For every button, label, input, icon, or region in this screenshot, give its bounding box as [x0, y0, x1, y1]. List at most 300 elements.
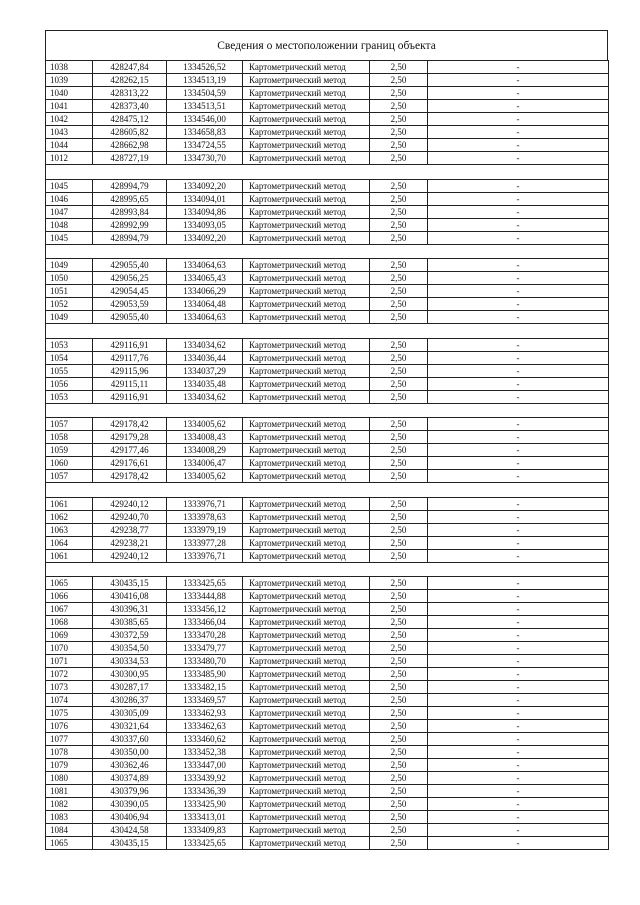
coord-y-cell: 1334064,63	[167, 311, 243, 324]
accuracy-cell: 2,50	[370, 785, 428, 798]
coord-y-cell: 1333444,88	[167, 590, 243, 603]
group-separator-row	[46, 483, 609, 498]
method-cell: Картометрический метод	[243, 720, 370, 733]
note-cell: -	[428, 470, 609, 483]
accuracy-cell: 2,50	[370, 351, 428, 364]
group-separator-cell	[46, 483, 609, 498]
coord-x-cell: 429178,42	[93, 418, 167, 431]
note-cell: -	[428, 100, 609, 113]
coord-y-cell: 1333979,19	[167, 523, 243, 536]
method-cell: Картометрический метод	[243, 179, 370, 192]
table-row	[46, 431, 609, 444]
coord-x-cell: 429115,11	[93, 377, 167, 390]
coord-x-cell: 428662,98	[93, 139, 167, 152]
note-cell: -	[428, 74, 609, 87]
point-number-cell: 1050	[46, 272, 93, 285]
coord-y-cell: 1333480,70	[167, 655, 243, 668]
note-cell: -	[428, 364, 609, 377]
coord-y-cell: 1334092,20	[167, 231, 243, 244]
table-row	[46, 694, 609, 707]
point-number-cell: 1076	[46, 720, 93, 733]
coord-x-cell: 430379,96	[93, 785, 167, 798]
point-number-cell: 1046	[46, 192, 93, 205]
coord-y-cell: 1334005,62	[167, 470, 243, 483]
method-cell: Картометрический метод	[243, 603, 370, 616]
coordinates-table	[45, 60, 609, 850]
method-cell: Картометрический метод	[243, 272, 370, 285]
coord-x-cell: 429116,91	[93, 338, 167, 351]
accuracy-cell: 2,50	[370, 338, 428, 351]
accuracy-cell: 2,50	[370, 497, 428, 510]
method-cell: Картометрический метод	[243, 590, 370, 603]
table-row	[46, 837, 609, 850]
accuracy-cell: 2,50	[370, 139, 428, 152]
coord-x-cell: 429238,21	[93, 536, 167, 549]
coord-x-cell: 429179,28	[93, 431, 167, 444]
table-row	[46, 259, 609, 272]
point-number-cell: 1044	[46, 139, 93, 152]
point-number-cell: 1012	[46, 152, 93, 165]
note-cell: -	[428, 629, 609, 642]
accuracy-cell: 2,50	[370, 218, 428, 231]
coord-y-cell: 1333425,65	[167, 837, 243, 850]
coord-x-cell: 428262,15	[93, 74, 167, 87]
note-cell: -	[428, 192, 609, 205]
point-number-cell: 1066	[46, 590, 93, 603]
coord-x-cell: 428992,99	[93, 218, 167, 231]
coord-x-cell: 430362,46	[93, 759, 167, 772]
table-row	[46, 285, 609, 298]
method-cell: Картометрический метод	[243, 510, 370, 523]
table-row	[46, 759, 609, 772]
method-cell: Картометрический метод	[243, 694, 370, 707]
coord-y-cell: 1333436,39	[167, 785, 243, 798]
table-row	[46, 655, 609, 668]
note-cell: -	[428, 298, 609, 311]
method-cell: Картометрический метод	[243, 523, 370, 536]
point-number-cell: 1039	[46, 74, 93, 87]
coord-x-cell: 430350,00	[93, 746, 167, 759]
point-number-cell: 1068	[46, 616, 93, 629]
document-title: Сведения о местоположении границ объекта	[45, 30, 608, 60]
point-number-cell: 1056	[46, 377, 93, 390]
coord-y-cell: 1334006,47	[167, 457, 243, 470]
table-row	[46, 444, 609, 457]
table-row	[46, 74, 609, 87]
method-cell: Картометрический метод	[243, 126, 370, 139]
coord-x-cell: 429240,70	[93, 510, 167, 523]
coord-y-cell: 1333439,92	[167, 772, 243, 785]
accuracy-cell: 2,50	[370, 629, 428, 642]
point-number-cell: 1070	[46, 642, 93, 655]
point-number-cell: 1083	[46, 811, 93, 824]
accuracy-cell: 2,50	[370, 390, 428, 403]
coord-x-cell: 430372,59	[93, 629, 167, 642]
accuracy-cell: 2,50	[370, 364, 428, 377]
accuracy-cell: 2,50	[370, 179, 428, 192]
accuracy-cell: 2,50	[370, 74, 428, 87]
point-number-cell: 1051	[46, 285, 93, 298]
point-number-cell: 1067	[46, 603, 93, 616]
point-number-cell: 1065	[46, 837, 93, 850]
table-row	[46, 536, 609, 549]
method-cell: Картометрический метод	[243, 351, 370, 364]
note-cell: -	[428, 231, 609, 244]
point-number-cell: 1042	[46, 113, 93, 126]
method-cell: Картометрический метод	[243, 418, 370, 431]
table-row	[46, 824, 609, 837]
method-cell: Картометрический метод	[243, 746, 370, 759]
coord-x-cell: 429115,96	[93, 364, 167, 377]
point-number-cell: 1072	[46, 668, 93, 681]
method-cell: Картометрический метод	[243, 152, 370, 165]
point-number-cell: 1055	[46, 364, 93, 377]
method-cell: Картометрический метод	[243, 811, 370, 824]
table-row	[46, 364, 609, 377]
accuracy-cell: 2,50	[370, 642, 428, 655]
accuracy-cell: 2,50	[370, 720, 428, 733]
coord-y-cell: 1333485,90	[167, 668, 243, 681]
coord-y-cell: 1333977,28	[167, 536, 243, 549]
coord-y-cell: 1334036,44	[167, 351, 243, 364]
accuracy-cell: 2,50	[370, 681, 428, 694]
coord-x-cell: 429055,40	[93, 259, 167, 272]
method-cell: Картометрический метод	[243, 338, 370, 351]
coord-x-cell: 430354,50	[93, 642, 167, 655]
method-cell: Картометрический метод	[243, 497, 370, 510]
coord-x-cell: 429053,59	[93, 298, 167, 311]
coord-x-cell: 428475,12	[93, 113, 167, 126]
method-cell: Картометрический метод	[243, 577, 370, 590]
note-cell: -	[428, 603, 609, 616]
coord-x-cell: 430286,37	[93, 694, 167, 707]
coord-x-cell: 429238,77	[93, 523, 167, 536]
coord-x-cell: 430396,31	[93, 603, 167, 616]
method-cell: Картометрический метод	[243, 733, 370, 746]
note-cell: -	[428, 285, 609, 298]
table-row	[46, 311, 609, 324]
group-separator-row	[46, 562, 609, 577]
coord-y-cell: 1333976,71	[167, 549, 243, 562]
method-cell: Картометрический метод	[243, 61, 370, 74]
note-cell: -	[428, 338, 609, 351]
point-number-cell: 1040	[46, 87, 93, 100]
method-cell: Картометрический метод	[243, 549, 370, 562]
table-row	[46, 733, 609, 746]
coord-y-cell: 1333462,63	[167, 720, 243, 733]
coord-x-cell: 429054,45	[93, 285, 167, 298]
method-cell: Картометрический метод	[243, 377, 370, 390]
coord-y-cell: 1334064,63	[167, 259, 243, 272]
group-separator-row	[46, 165, 609, 180]
coord-y-cell: 1334504,59	[167, 87, 243, 100]
note-cell: -	[428, 61, 609, 74]
point-number-cell: 1045	[46, 179, 93, 192]
table-row	[46, 338, 609, 351]
coord-x-cell: 429116,91	[93, 390, 167, 403]
table-row	[46, 772, 609, 785]
method-cell: Картометрический метод	[243, 681, 370, 694]
table-row	[46, 603, 609, 616]
coord-y-cell: 1334066,29	[167, 285, 243, 298]
coord-x-cell: 429176,61	[93, 457, 167, 470]
point-number-cell: 1058	[46, 431, 93, 444]
accuracy-cell: 2,50	[370, 837, 428, 850]
accuracy-cell: 2,50	[370, 590, 428, 603]
note-cell: -	[428, 390, 609, 403]
note-cell: -	[428, 798, 609, 811]
note-cell: -	[428, 218, 609, 231]
accuracy-cell: 2,50	[370, 549, 428, 562]
method-cell: Картометрический метод	[243, 824, 370, 837]
method-cell: Картометрический метод	[243, 285, 370, 298]
accuracy-cell: 2,50	[370, 61, 428, 74]
coord-y-cell: 1334093,05	[167, 218, 243, 231]
point-number-cell: 1057	[46, 470, 93, 483]
coord-y-cell: 1333425,65	[167, 577, 243, 590]
table-row	[46, 231, 609, 244]
accuracy-cell: 2,50	[370, 655, 428, 668]
table-row	[46, 681, 609, 694]
coord-x-cell: 430337,60	[93, 733, 167, 746]
table-row	[46, 152, 609, 165]
note-cell: -	[428, 272, 609, 285]
accuracy-cell: 2,50	[370, 377, 428, 390]
coord-y-cell: 1334064,48	[167, 298, 243, 311]
point-number-cell: 1079	[46, 759, 93, 772]
method-cell: Картометрический метод	[243, 642, 370, 655]
note-cell: -	[428, 205, 609, 218]
accuracy-cell: 2,50	[370, 457, 428, 470]
method-cell: Картометрический метод	[243, 616, 370, 629]
coord-x-cell: 428247,84	[93, 61, 167, 74]
coord-x-cell: 429117,76	[93, 351, 167, 364]
group-separator-cell	[46, 403, 609, 418]
method-cell: Картометрический метод	[243, 87, 370, 100]
table-row	[46, 746, 609, 759]
group-separator-row	[46, 324, 609, 339]
note-cell: -	[428, 616, 609, 629]
table-row	[46, 418, 609, 431]
table-row	[46, 179, 609, 192]
coord-y-cell: 1334526,52	[167, 61, 243, 74]
accuracy-cell: 2,50	[370, 192, 428, 205]
note-cell: -	[428, 720, 609, 733]
coord-y-cell: 1333413,01	[167, 811, 243, 824]
note-cell: -	[428, 152, 609, 165]
table-row	[46, 642, 609, 655]
coord-x-cell: 430416,08	[93, 590, 167, 603]
note-cell: -	[428, 87, 609, 100]
method-cell: Картометрический метод	[243, 444, 370, 457]
group-separator-cell	[46, 165, 609, 180]
accuracy-cell: 2,50	[370, 259, 428, 272]
coord-x-cell: 429055,40	[93, 311, 167, 324]
accuracy-cell: 2,50	[370, 523, 428, 536]
coord-y-cell: 1333462,93	[167, 707, 243, 720]
coord-y-cell: 1334034,62	[167, 338, 243, 351]
coord-x-cell: 430406,94	[93, 811, 167, 824]
point-number-cell: 1049	[46, 259, 93, 272]
coord-x-cell: 430435,15	[93, 837, 167, 850]
accuracy-cell: 2,50	[370, 733, 428, 746]
coord-y-cell: 1333460,62	[167, 733, 243, 746]
accuracy-cell: 2,50	[370, 694, 428, 707]
accuracy-cell: 2,50	[370, 311, 428, 324]
accuracy-cell: 2,50	[370, 811, 428, 824]
coordinates-table-body	[46, 61, 609, 850]
coord-x-cell: 428995,65	[93, 192, 167, 205]
coord-y-cell: 1333456,12	[167, 603, 243, 616]
table-row	[46, 720, 609, 733]
coord-y-cell: 1333409,83	[167, 824, 243, 837]
table-row	[46, 192, 609, 205]
coord-x-cell: 428993,84	[93, 205, 167, 218]
group-separator-cell	[46, 244, 609, 259]
table-row	[46, 126, 609, 139]
note-cell: -	[428, 668, 609, 681]
note-cell: -	[428, 113, 609, 126]
group-separator-row	[46, 244, 609, 259]
coord-x-cell: 430424,58	[93, 824, 167, 837]
note-cell: -	[428, 457, 609, 470]
table-row	[46, 139, 609, 152]
table-row	[46, 205, 609, 218]
method-cell: Картометрический метод	[243, 390, 370, 403]
method-cell: Картометрический метод	[243, 457, 370, 470]
table-row	[46, 811, 609, 824]
note-cell: -	[428, 759, 609, 772]
coord-x-cell: 428994,79	[93, 231, 167, 244]
coord-y-cell: 1333978,63	[167, 510, 243, 523]
coord-x-cell: 430334,53	[93, 655, 167, 668]
accuracy-cell: 2,50	[370, 126, 428, 139]
coord-x-cell: 428605,82	[93, 126, 167, 139]
method-cell: Картометрический метод	[243, 536, 370, 549]
accuracy-cell: 2,50	[370, 298, 428, 311]
note-cell: -	[428, 655, 609, 668]
point-number-cell: 1057	[46, 418, 93, 431]
accuracy-cell: 2,50	[370, 444, 428, 457]
note-cell: -	[428, 772, 609, 785]
coord-x-cell: 429240,12	[93, 549, 167, 562]
method-cell: Картометрический метод	[243, 139, 370, 152]
method-cell: Картометрический метод	[243, 798, 370, 811]
coord-x-cell: 430300,95	[93, 668, 167, 681]
method-cell: Картометрический метод	[243, 218, 370, 231]
point-number-cell: 1048	[46, 218, 93, 231]
accuracy-cell: 2,50	[370, 536, 428, 549]
note-cell: -	[428, 126, 609, 139]
accuracy-cell: 2,50	[370, 707, 428, 720]
note-cell: -	[428, 510, 609, 523]
note-cell: -	[428, 642, 609, 655]
point-number-cell: 1080	[46, 772, 93, 785]
point-number-cell: 1069	[46, 629, 93, 642]
coord-y-cell: 1334513,51	[167, 100, 243, 113]
note-cell: -	[428, 444, 609, 457]
coord-y-cell: 1334092,20	[167, 179, 243, 192]
accuracy-cell: 2,50	[370, 418, 428, 431]
table-row	[46, 470, 609, 483]
coord-y-cell: 1334658,83	[167, 126, 243, 139]
method-cell: Картометрический метод	[243, 205, 370, 218]
method-cell: Картометрический метод	[243, 311, 370, 324]
coord-y-cell: 1333452,38	[167, 746, 243, 759]
note-cell: -	[428, 431, 609, 444]
coord-x-cell: 430390,05	[93, 798, 167, 811]
coord-x-cell: 429240,12	[93, 497, 167, 510]
point-number-cell: 1054	[46, 351, 93, 364]
table-row	[46, 351, 609, 364]
accuracy-cell: 2,50	[370, 205, 428, 218]
point-number-cell: 1081	[46, 785, 93, 798]
coord-y-cell: 1334008,29	[167, 444, 243, 457]
point-number-cell: 1078	[46, 746, 93, 759]
method-cell: Картометрический метод	[243, 431, 370, 444]
table-row	[46, 707, 609, 720]
table-row	[46, 218, 609, 231]
table-row	[46, 113, 609, 126]
group-separator-cell	[46, 562, 609, 577]
point-number-cell: 1060	[46, 457, 93, 470]
table-row	[46, 100, 609, 113]
coord-x-cell: 430287,17	[93, 681, 167, 694]
point-number-cell: 1064	[46, 536, 93, 549]
table-row	[46, 549, 609, 562]
accuracy-cell: 2,50	[370, 431, 428, 444]
coord-y-cell: 1334034,62	[167, 390, 243, 403]
method-cell: Картометрический метод	[243, 74, 370, 87]
accuracy-cell: 2,50	[370, 824, 428, 837]
point-number-cell: 1047	[46, 205, 93, 218]
note-cell: -	[428, 733, 609, 746]
method-cell: Картометрический метод	[243, 113, 370, 126]
accuracy-cell: 2,50	[370, 470, 428, 483]
coord-x-cell: 428313,22	[93, 87, 167, 100]
coord-x-cell: 429178,42	[93, 470, 167, 483]
point-number-cell: 1061	[46, 497, 93, 510]
coord-y-cell: 1334035,48	[167, 377, 243, 390]
coord-y-cell: 1334005,62	[167, 418, 243, 431]
point-number-cell: 1059	[46, 444, 93, 457]
point-number-cell: 1061	[46, 549, 93, 562]
coord-y-cell: 1333482,15	[167, 681, 243, 694]
accuracy-cell: 2,50	[370, 113, 428, 126]
note-cell: -	[428, 837, 609, 850]
coord-x-cell: 429177,46	[93, 444, 167, 457]
method-cell: Картометрический метод	[243, 655, 370, 668]
note-cell: -	[428, 746, 609, 759]
accuracy-cell: 2,50	[370, 152, 428, 165]
note-cell: -	[428, 549, 609, 562]
coord-y-cell: 1333447,00	[167, 759, 243, 772]
note-cell: -	[428, 139, 609, 152]
note-cell: -	[428, 824, 609, 837]
point-number-cell: 1053	[46, 390, 93, 403]
table-row	[46, 510, 609, 523]
note-cell: -	[428, 707, 609, 720]
table-row	[46, 577, 609, 590]
coord-x-cell: 428727,19	[93, 152, 167, 165]
point-number-cell: 1082	[46, 798, 93, 811]
point-number-cell: 1071	[46, 655, 93, 668]
point-number-cell: 1052	[46, 298, 93, 311]
accuracy-cell: 2,50	[370, 100, 428, 113]
table-row	[46, 523, 609, 536]
accuracy-cell: 2,50	[370, 603, 428, 616]
note-cell: -	[428, 785, 609, 798]
